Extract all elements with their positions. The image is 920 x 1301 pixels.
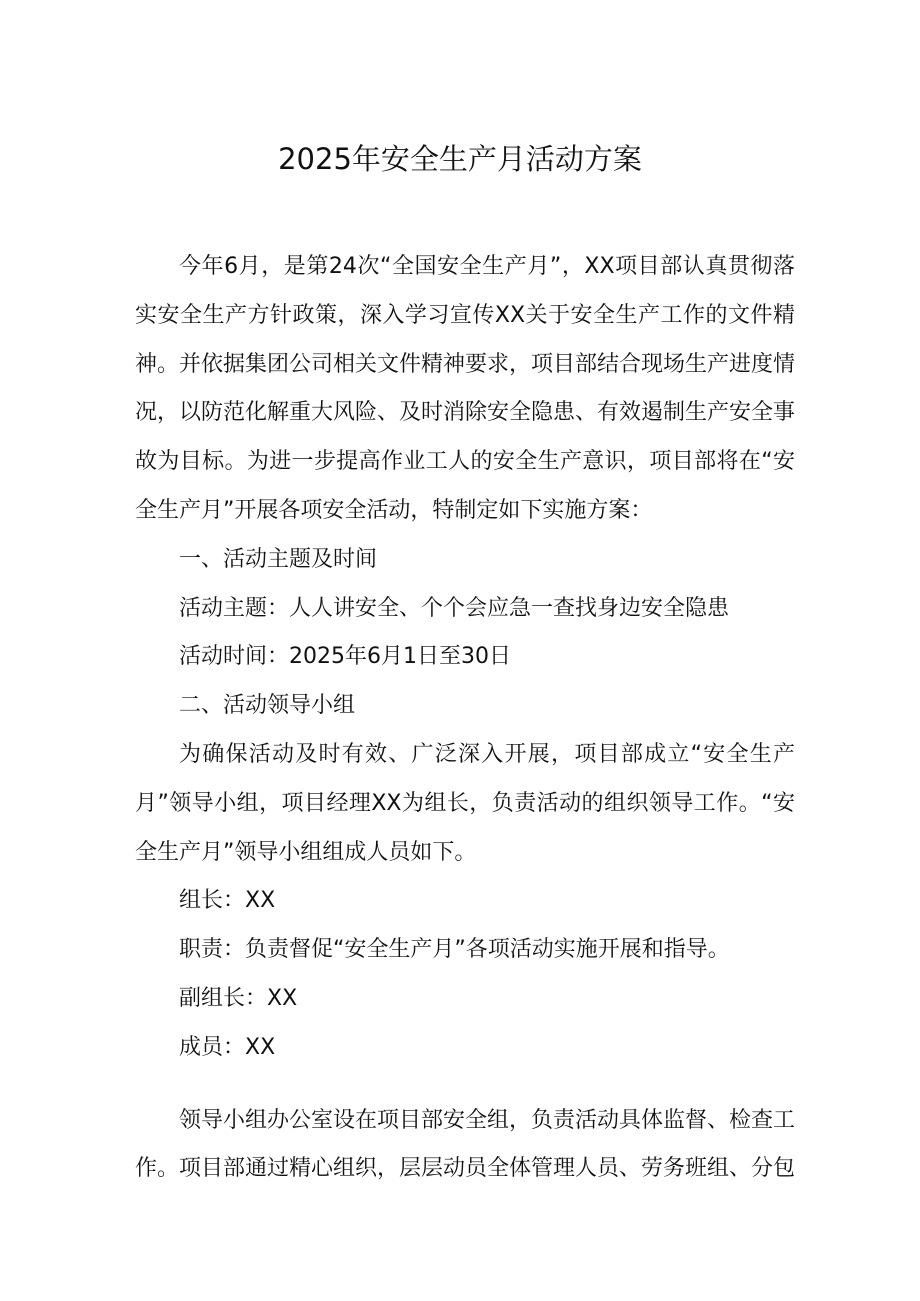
paragraph-duties: 职责：负责督促“安全生产月”各项活动实施开展和指导。 (179, 937, 730, 963)
paragraph-intro: 今年6月，是第24次“全国安全生产月”，XX项目部认真贯彻落实安全生产方针政策，深入学习宣传XX关于安全生产工作的文件精神。并依据集团公司相关文件精神要求，项目部结合现场生产进度情况，以防范化解重大风险、及时消除安全隐患、有效遏制生产安全事故为目标。为进一步提高作业工人的安全生产意识，项目部将在“安全生产月”开展各项安全活动，特制定如下实施方案： (135, 254, 796, 523)
section-heading-theme-time: 一、活动主题及时间 (179, 546, 378, 572)
paragraph-office: 领导小组办公室设在项目部安全组，负责活动具体监督、检查工作。项目部通过精心组织，层层动员全体管理人员、劳务班组、分包 (135, 1107, 796, 1182)
section-heading-leadership: 二、活动领导小组 (179, 693, 356, 719)
paragraph-leadership: 为确保活动及时有效、广泛深入开展，项目部成立“安全生产月”领导小组，项目经理XX为组长，负责活动的组织领导工作。“安全生产月”领导小组组成人员如下。 (135, 741, 795, 865)
document-title: 2025年安全生产月活动方案 (278, 142, 642, 176)
paragraph-activity-time: 活动时间：2025年6月1日至30日 (179, 644, 511, 670)
paragraph-activity-theme: 活动主题：人人讲安全、个个会应急一查找身边安全隐患 (179, 595, 730, 621)
document-body (135, 243, 795, 1194)
paragraph-members: 成员：XX (179, 1034, 276, 1060)
paragraph-leader: 组长：XX (179, 888, 276, 914)
paragraph-gap (135, 1073, 795, 1097)
paragraph-deputy-leader: 副组长：XX (179, 985, 298, 1011)
